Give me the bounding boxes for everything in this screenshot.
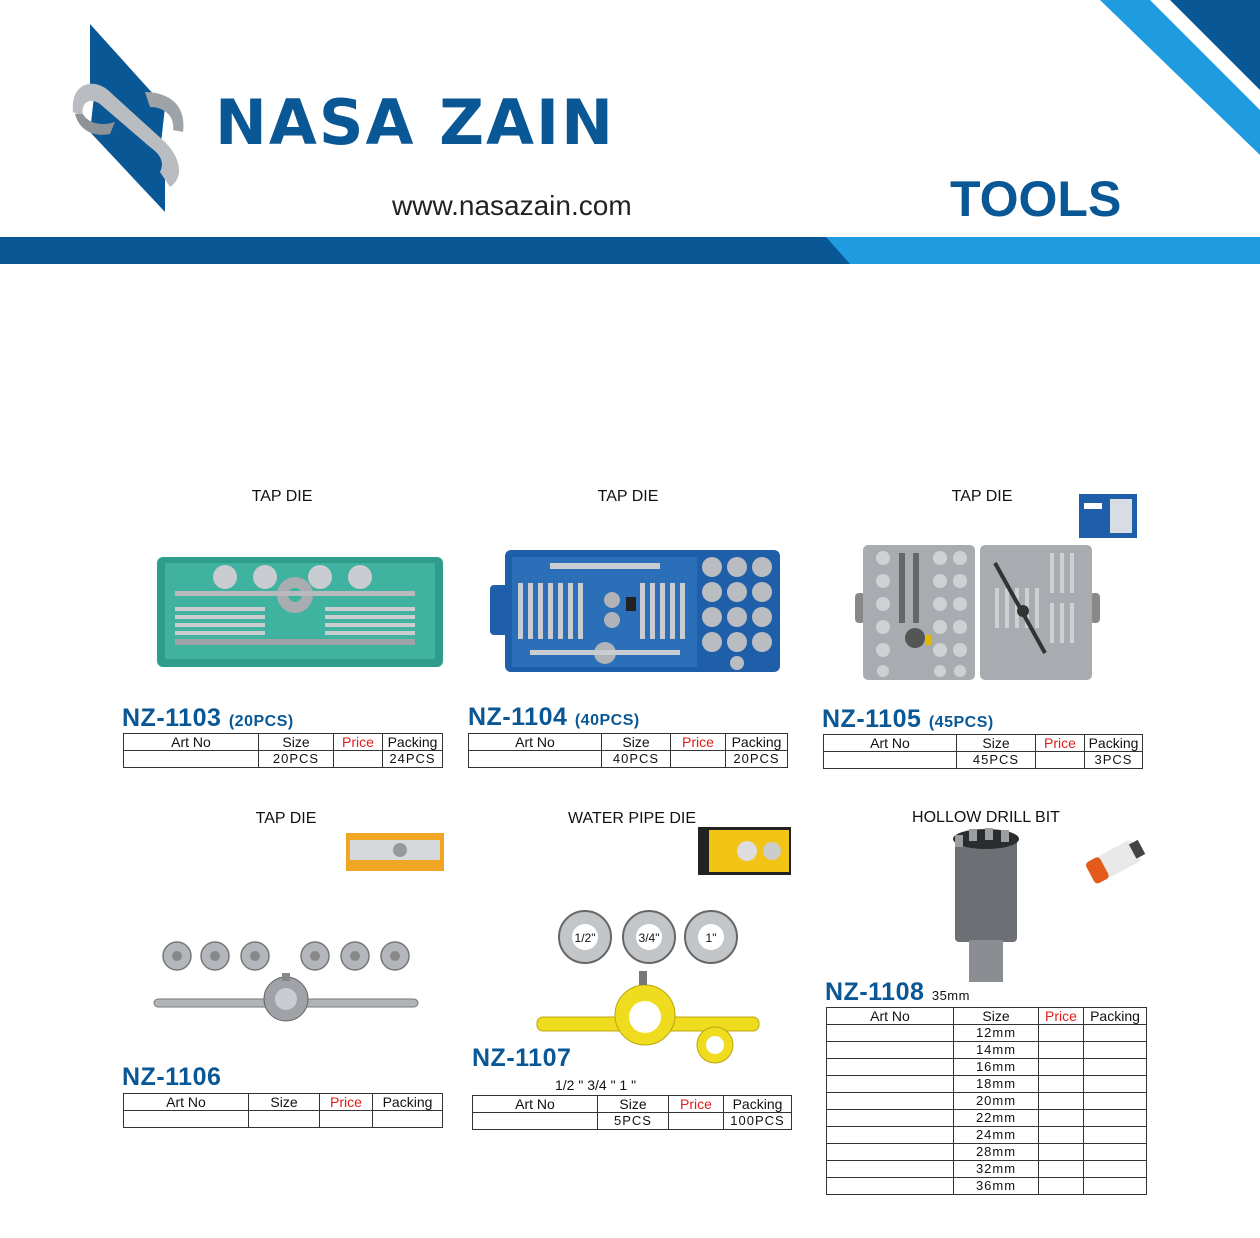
brand-name: NASA ZAIN [215, 86, 615, 159]
table-cell: Art No [824, 735, 957, 752]
table-cell [1084, 1110, 1147, 1127]
hollow-drill-bit-image [945, 825, 1030, 985]
size-range-text: 1/2 " 3/4 " 1 " [555, 1077, 637, 1093]
table-cell: 14mm [954, 1042, 1039, 1059]
die-label: 1" [705, 931, 717, 945]
table-cell: Size [249, 1094, 320, 1111]
product-title: TAP DIE [597, 488, 659, 505]
table-cell [373, 1111, 443, 1128]
package-thumbnail-image [697, 826, 792, 876]
table-cell: Art No [124, 734, 259, 751]
table-cell: Packing [1084, 1008, 1147, 1025]
table-cell: 32mm [954, 1161, 1039, 1178]
table-cell [124, 751, 259, 768]
drill-bit-package-image [1083, 833, 1148, 888]
tap-die-set-green-case-image [155, 555, 445, 670]
table-cell: Packing [724, 1096, 792, 1113]
table-cell [827, 1093, 954, 1110]
table-cell [827, 1144, 954, 1161]
table-cell: 100PCS [724, 1113, 792, 1130]
product-title: TAP DIE [251, 488, 313, 505]
table-cell: 40PCS [602, 751, 671, 768]
table-cell [824, 752, 957, 769]
table-cell [827, 1161, 954, 1178]
table-cell [827, 1127, 954, 1144]
spec-table [123, 1093, 443, 1128]
table-cell [827, 1042, 954, 1059]
table-cell [1039, 1076, 1084, 1093]
table-cell: Packing [1085, 735, 1143, 752]
product-code: NZ-1106 [122, 1063, 222, 1091]
table-cell [827, 1110, 954, 1127]
table-cell [1084, 1042, 1147, 1059]
table-cell [1039, 1127, 1084, 1144]
table-cell [1039, 1042, 1084, 1059]
table-cell [1084, 1093, 1147, 1110]
corner-stripe-decoration [1090, 0, 1260, 160]
table-cell [1084, 1127, 1147, 1144]
table-cell [1084, 1178, 1147, 1195]
table-cell [1039, 1025, 1084, 1042]
website-url[interactable]: www.nasazain.com [392, 190, 632, 221]
table-cell: 28mm [954, 1144, 1039, 1161]
spec-table [123, 733, 443, 768]
table-cell: 45PCS [957, 752, 1036, 769]
table-cell: Size [602, 734, 671, 751]
table-cell: 5PCS [598, 1113, 669, 1130]
product-title: HOLLOW DRILL BIT [912, 809, 1060, 826]
table-cell: Art No [827, 1008, 954, 1025]
table-cell: 24mm [954, 1127, 1039, 1144]
table-cell: Packing [383, 734, 443, 751]
table-cell [827, 1059, 954, 1076]
table-cell [827, 1076, 954, 1093]
product-code: NZ-1107 [472, 1044, 572, 1072]
die-stock-handle-and-dies-image [150, 935, 422, 1025]
table-cell: 22mm [954, 1110, 1039, 1127]
table-cell [669, 1113, 724, 1130]
product-title: WATER PIPE DIE [567, 810, 696, 827]
table-cell [1084, 1025, 1147, 1042]
table-cell: Price [320, 1094, 373, 1111]
product-title: TAP DIE [255, 810, 317, 827]
table-cell: 18mm [954, 1076, 1039, 1093]
table-cell: 20PCS [726, 751, 788, 768]
table-cell: Price [1039, 1008, 1084, 1025]
table-cell: Size [954, 1008, 1039, 1025]
product-code: NZ-1104 (40PCS) [468, 703, 640, 731]
table-cell: Size [957, 735, 1036, 752]
header-bar-light [826, 237, 1260, 264]
table-cell [124, 1111, 249, 1128]
table-cell [827, 1025, 954, 1042]
table-cell: 16mm [954, 1059, 1039, 1076]
tap-die-set-blue-case-image [490, 545, 785, 675]
table-cell [1084, 1161, 1147, 1178]
spec-table [468, 733, 788, 768]
table-cell: 12mm [954, 1025, 1039, 1042]
table-cell: Packing [726, 734, 788, 751]
table-cell: Price [669, 1096, 724, 1113]
table-cell [1039, 1161, 1084, 1178]
table-cell [320, 1111, 373, 1128]
product-code: NZ-1105 (45PCS) [822, 705, 994, 733]
table-cell [1039, 1144, 1084, 1161]
table-cell: 3PCS [1085, 752, 1143, 769]
product-code: NZ-1108 35mm [825, 978, 970, 1006]
table-cell [671, 751, 726, 768]
table-cell [1084, 1059, 1147, 1076]
table-cell [1039, 1059, 1084, 1076]
table-cell [1039, 1110, 1084, 1127]
table-cell [1084, 1076, 1147, 1093]
table-cell [1084, 1144, 1147, 1161]
table-cell [1039, 1093, 1084, 1110]
spec-table [823, 734, 1143, 769]
table-cell [1036, 752, 1085, 769]
table-cell: Price [334, 734, 383, 751]
table-cell [249, 1111, 320, 1128]
table-cell: Size [259, 734, 334, 751]
spec-table [472, 1095, 792, 1130]
table-cell: Art No [469, 734, 602, 751]
die-label: 1/2" [574, 931, 596, 945]
table-cell: 36mm [954, 1178, 1039, 1195]
product-code: NZ-1103 (20PCS) [122, 704, 294, 732]
tap-die-set-gray-case-image [855, 543, 1100, 683]
product-title: TAP DIE [951, 488, 1013, 505]
table-cell: 24PCS [383, 751, 443, 768]
package-thumbnail-image [1078, 493, 1138, 539]
section-title: TOOLS [950, 171, 1122, 227]
table-cell: 20PCS [259, 751, 334, 768]
brand-logo-icon [65, 22, 190, 217]
table-cell: Packing [373, 1094, 443, 1111]
table-cell [469, 751, 602, 768]
table-cell: Art No [473, 1096, 598, 1113]
table-cell [827, 1178, 954, 1195]
table-cell: Size [598, 1096, 669, 1113]
table-cell [473, 1113, 598, 1130]
package-thumbnail-image [345, 832, 445, 872]
table-cell: Price [671, 734, 726, 751]
table-cell: Price [1036, 735, 1085, 752]
table-cell: Art No [124, 1094, 249, 1111]
table-cell: 20mm [954, 1093, 1039, 1110]
table-cell [334, 751, 383, 768]
die-label: 3/4" [638, 931, 660, 945]
spec-table [826, 1007, 1147, 1195]
header-bar-dark [0, 237, 850, 264]
table-cell [1039, 1178, 1084, 1195]
